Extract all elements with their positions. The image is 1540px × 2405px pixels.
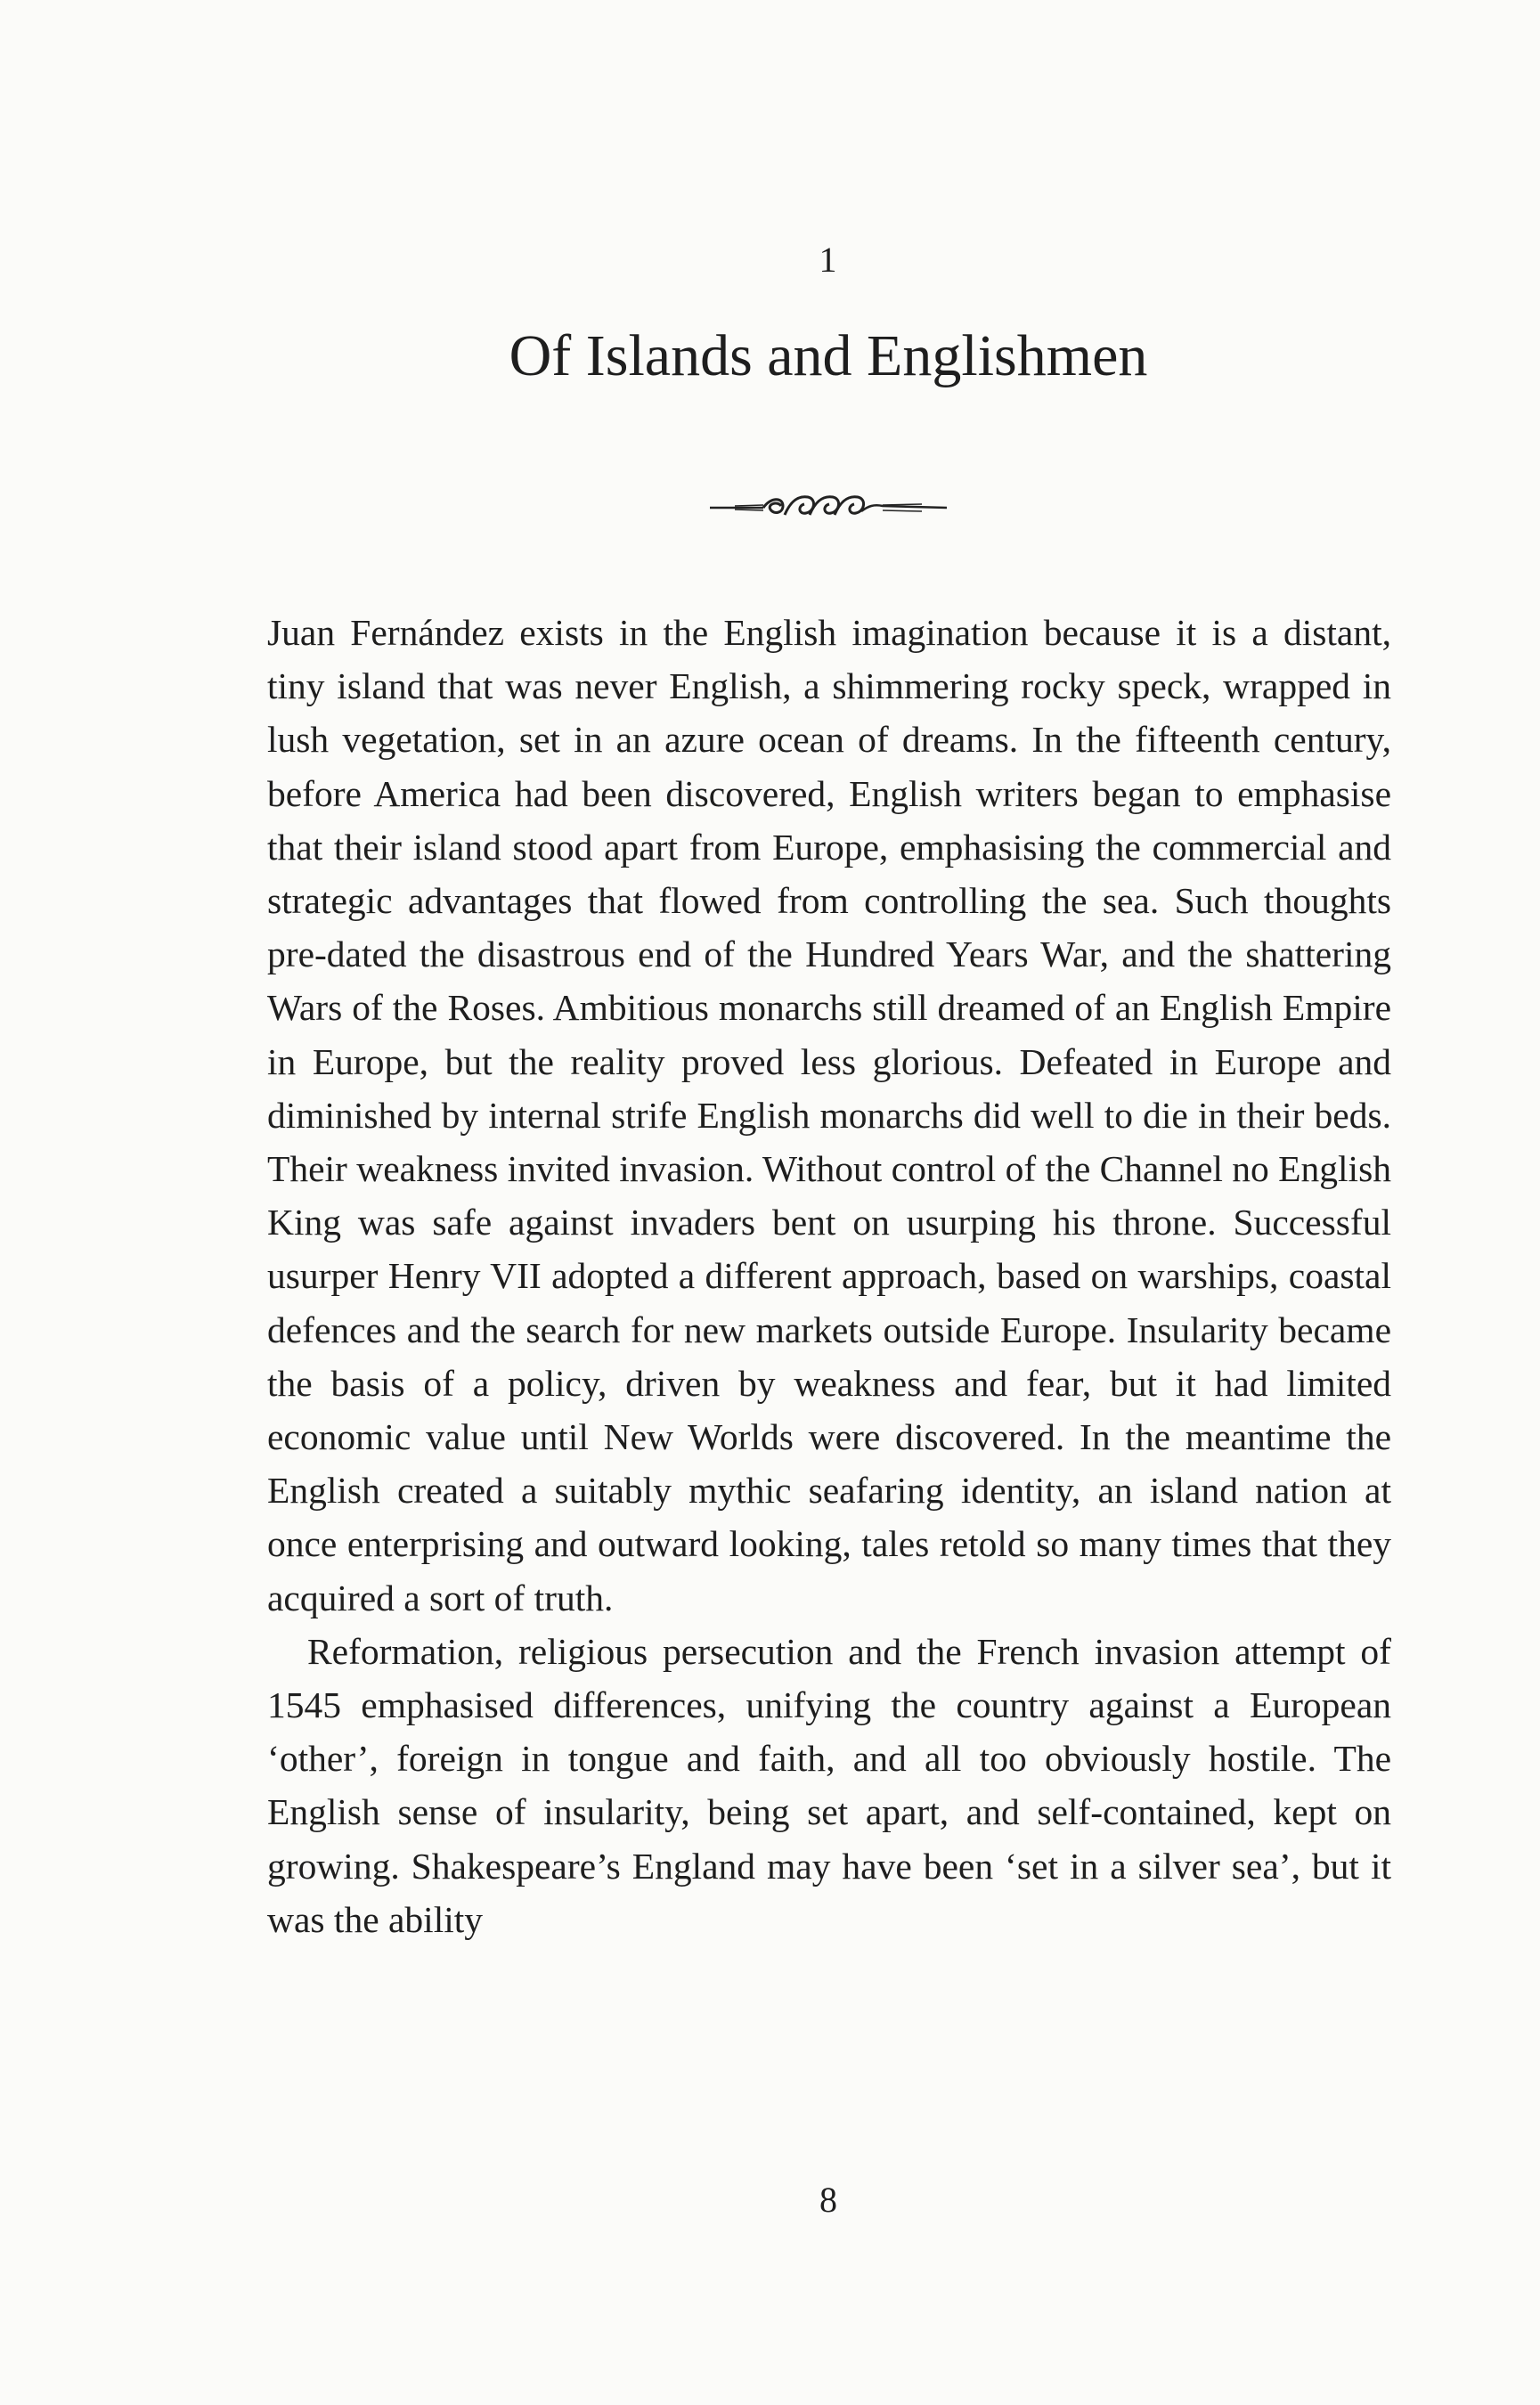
page-number: 8 bbox=[819, 2180, 837, 2220]
paragraph-1: Juan Fernández exists in the English imagination because it is a distant, tiny island that was never English, a shimmering rocky speck, wrapped in lush vegetation, set in an azure ocean of dreams. In the fifteenth century, before America had been discovered, English writers began to emphasise that their island stood apart from Europe, emphasising the commercial and strategic advantages that flowed from controlling the sea. Such thoughts pre-dated the disastrous end of the Hundred Years War, and the shattering Wars of the Roses. Ambitious monarchs still dreamed of an English Empire in Europe, but the reality proved less glorious. Defeated in Europe and diminished by internal strife English monarchs did well to die in their beds. Their weakness invited invasion. Without control of the Channel no English King was safe against invaders bent on usurping his throne. Successful usurper Henry VII adopted a different approach, based on warships, coastal defences and the search for new markets outside Europe. Insularity became the basis of a policy, driven by weakness and fear, but it had limited economic value until New Worlds were discovered. In the meantime the English created a suitably mythic seafaring identity, an island nation at once enterprising and outward looking, tales retold so many times that they acquired a sort of truth. bbox=[267, 612, 1391, 1618]
ornament-flourish-icon bbox=[708, 488, 949, 524]
body-text bbox=[267, 606, 1391, 1946]
chapter-title: Of Islands and Englishmen bbox=[509, 323, 1148, 388]
chapter-number: 1 bbox=[819, 240, 838, 280]
paragraph-2: Reformation, religious persecution and the French invasion attempt of 1545 emphasised differences, unifying the country against a European ‘other’, foreign in tongue and faith, and all too obviously hostile. The English sense of insularity, being set apart, and self-contained, kept on growing. Shakespeare’s England may have been ‘set in a silver sea’, but it was the ability bbox=[267, 1630, 1391, 1940]
